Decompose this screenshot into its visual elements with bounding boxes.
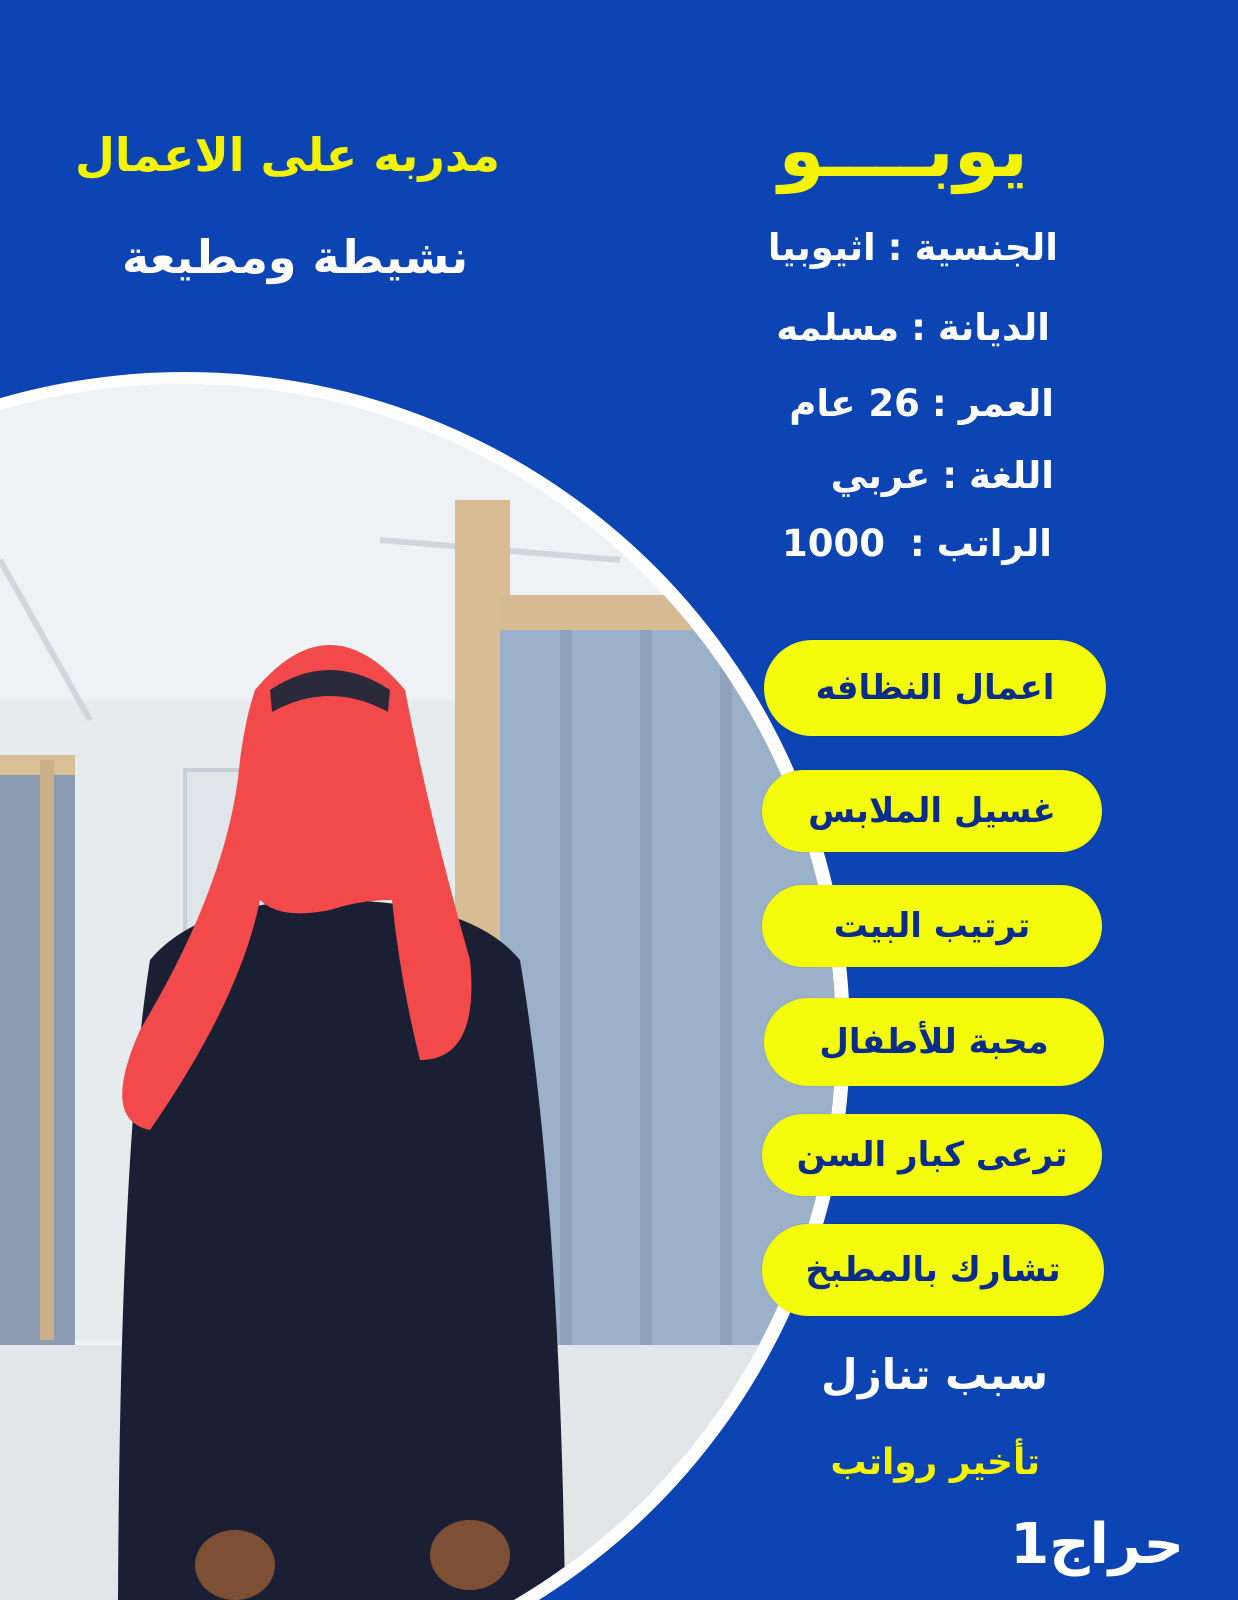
skill-pill: تشارك بالمطبخ (762, 1224, 1104, 1316)
worker-name: يوبــــو (778, 108, 1028, 194)
skill-pill: محبة للأطفال (764, 998, 1104, 1086)
info-label: العمر (958, 382, 1054, 425)
info-value: مسلمه (776, 306, 900, 349)
worker-photo-illustration (0, 384, 836, 1600)
trained-headline: مدربه على الاعمال (75, 128, 500, 182)
info-label: الراتب (936, 522, 1052, 565)
reason-value: تأخير رواتب (830, 1442, 1040, 1483)
info-value: اثيوبيا (767, 226, 876, 269)
info-language: اللغة:عربي (830, 454, 1054, 497)
info-value: 1000 (781, 522, 885, 565)
brand-logo: حراج1 (1010, 1512, 1184, 1577)
skill-pill: غسيل الملابس (762, 770, 1102, 852)
info-value: 26 عام (789, 382, 920, 425)
info-label: اللغة (968, 454, 1054, 497)
info-value: عربي (830, 454, 931, 497)
traits-headline: نشيطة ومطيعة (122, 230, 469, 284)
skill-pill: ترتيب البيت (762, 885, 1102, 967)
info-label: الديانة (937, 306, 1050, 349)
info-label: الجنسية (914, 226, 1058, 269)
reason-label: سبب تنازل (821, 1350, 1048, 1399)
info-nationality: الجنسية:اثيوبيا (767, 226, 1058, 269)
info-religion: الديانة:مسلمه (776, 306, 1050, 349)
info-salary: الراتب: 1000 (781, 522, 1052, 565)
info-age: العمر:26 عام (789, 382, 1054, 425)
worker-photo (0, 384, 836, 1600)
skill-pill: اعمال النظافه (764, 640, 1106, 736)
skill-pill: ترعى كبار السن (762, 1114, 1102, 1196)
